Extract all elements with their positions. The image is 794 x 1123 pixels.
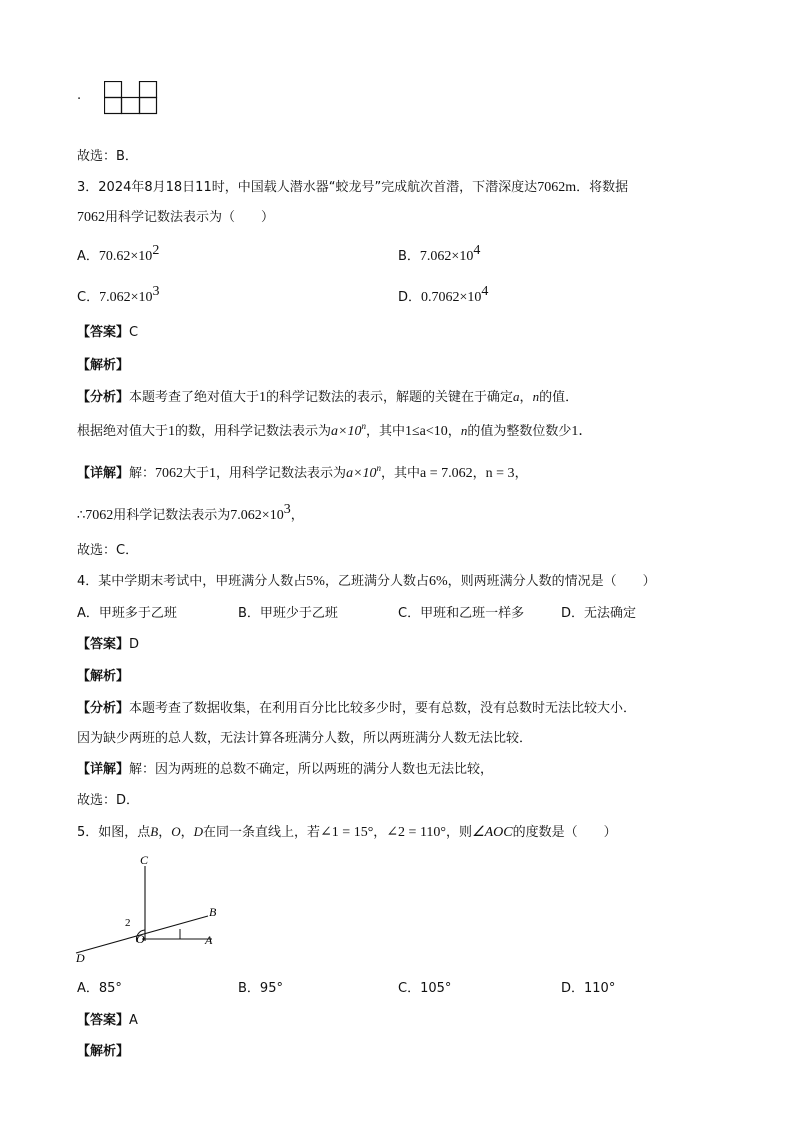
q4-analysis: 【分析】本题考查了数据收集，在利用百分比比较多少时，要有总数，没有总数时无法比较大小． bbox=[77, 701, 637, 716]
q3-analysis: 【分析】本题考查了绝对值大于1的科学记数法的表示，解题的关键在于确定a，n的值． bbox=[77, 389, 579, 405]
q4-answer: 【答案】D bbox=[77, 637, 140, 652]
q3-rule: 根据绝对值大于1的数，用科学记数法表示为$a\times 10^n$，其中1≤a<10，n的值为整数位数少1． bbox=[77, 421, 593, 439]
q4-jiexi-heading: 【解析】 bbox=[77, 669, 130, 684]
q3-stem-line2: 7062用科学记数法表示为（ ） bbox=[77, 210, 275, 225]
bullet-dot: · bbox=[77, 92, 82, 107]
q4-option-c: C．甲班和乙班一样多 bbox=[398, 606, 525, 621]
q3-therefore: ∴7062用科学记数法表示为$7.062\times 10^3$， bbox=[77, 502, 304, 523]
q3-option-c: C．$7.062\times 10^3$ bbox=[77, 284, 160, 305]
q5-option-d: D．110° bbox=[561, 981, 616, 996]
label-angle-2: 2 bbox=[125, 917, 131, 929]
label-a: A bbox=[205, 933, 213, 947]
q5-option-a: A．85° bbox=[77, 981, 122, 996]
q4-final-answer: 故选：D． bbox=[77, 793, 140, 808]
q3-detail: 【详解】解：7062大于1，用科学记数法表示为$a\times 10^n$，其中a = 7.062，n = 3， bbox=[77, 463, 528, 481]
label-c: C bbox=[140, 853, 149, 867]
q5-stem: 5．如图，点B，O，D在同一条直线上，若∠1 = 15°，∠2 = 110°，则∠AOC的度数是（ ） bbox=[77, 824, 617, 840]
label-o: O bbox=[136, 932, 145, 946]
q3-option-d: D．$0.7062\times 10^4$ bbox=[398, 284, 489, 305]
q4-analysis-line2: 因为缺少两班的总人数，无法计算各班满分人数，所以两班满分人数无法比较． bbox=[77, 731, 533, 746]
cube-view-figure bbox=[104, 81, 158, 115]
q4-option-b: B．甲班少于乙班 bbox=[238, 606, 338, 621]
q3-stem-line1: 3．2024年8月18日11时，中国载人潜水器“蛟龙号”完成航次首潜，下潜深度达7062m．将数据 bbox=[77, 180, 629, 195]
q5-option-b: B．95° bbox=[238, 981, 283, 996]
q4-option-a: A．甲班多于乙班 bbox=[77, 606, 177, 621]
q5-answer: 【答案】A bbox=[77, 1013, 138, 1028]
label-b: B bbox=[209, 905, 217, 919]
label-d: D bbox=[76, 951, 85, 965]
q4-stem: 4．某中学期末考试中，甲班满分人数占5%，乙班满分人数占6%，则两班满分人数的情况是（ ） bbox=[77, 574, 656, 589]
q3-option-a: A．$70.62\times 10^2$ bbox=[77, 243, 160, 264]
q2-final-answer: 故选：B． bbox=[77, 149, 138, 164]
q5-geometry-figure bbox=[72, 850, 232, 968]
q5-option-c: C．105° bbox=[398, 981, 452, 996]
q3-jiexi-heading: 【解析】 bbox=[77, 358, 130, 373]
q3-option-b: B．$7.062\times 10^4$ bbox=[398, 243, 481, 264]
q3-answer: 【答案】C bbox=[77, 325, 139, 340]
q4-option-d: D．无法确定 bbox=[561, 606, 637, 621]
q5-jiexi-heading: 【解析】 bbox=[77, 1044, 130, 1059]
q3-final-answer: 故选：C． bbox=[77, 543, 139, 558]
q4-detail: 【详解】解：因为两班的总数不确定，所以两班的满分人数也无法比较， bbox=[77, 762, 494, 777]
